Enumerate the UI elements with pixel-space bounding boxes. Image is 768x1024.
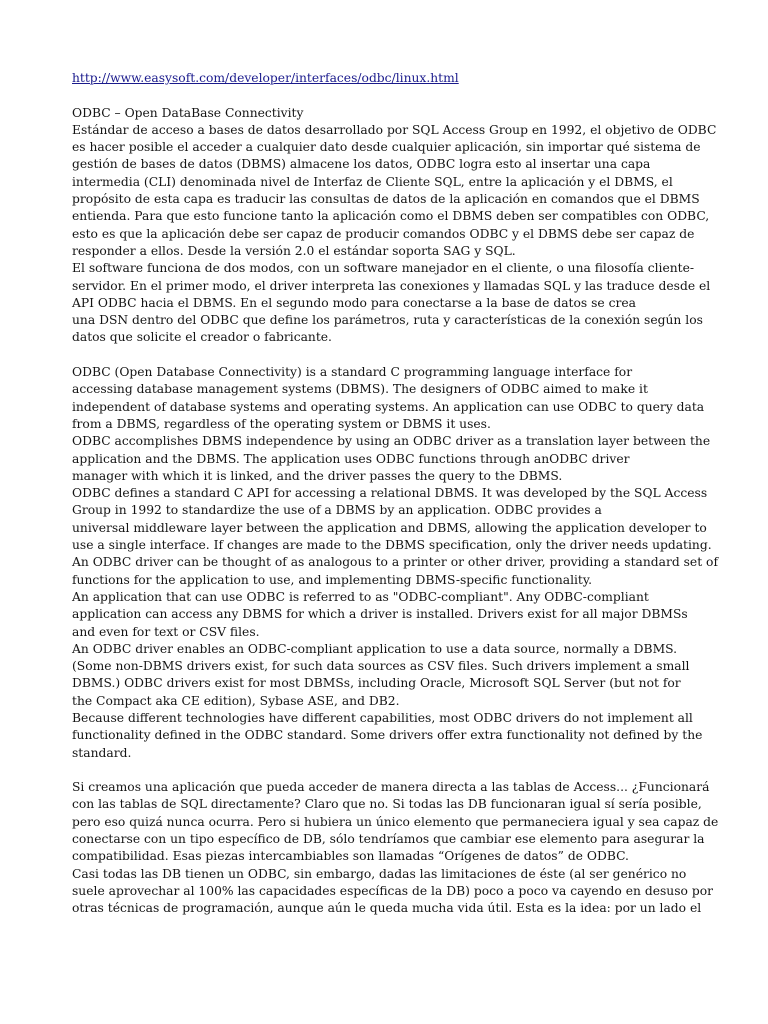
text-line: functionality defined in the ODBC standard. Some drivers offer extra functionality not defined by the [72, 728, 703, 743]
text-line: application can access any DBMS for which a driver is installed. Drivers exist for all major DBMSs [72, 607, 688, 622]
text-line: independent of database systems and operating systems. An application can use ODBC to query data [72, 399, 705, 414]
text-line: esto es que la aplicación debe ser capaz de producir comandos ODBC y el DBMS debe ser capaz de [72, 226, 695, 241]
text-line: otras técnicas de programación, aunque aún le queda mucha vida útil. Esta es la idea: por un lado el [72, 901, 702, 916]
text-line: con las tablas de SQL directamente? Claro que no. Si todas las DB funcionaran igual sí sería posible, [72, 797, 702, 812]
text-line: entienda. Para que esto funcione tanto la aplicación como el DBMS deben ser compatibles con ODBC, [72, 209, 710, 224]
document-content [72, 70, 719, 918]
text-line: gestión de bases de datos (DBMS) almacene los datos, ODBC logra esto al insertar una capa [72, 157, 651, 172]
spanish-intro-block [72, 105, 717, 347]
text-line: from a DBMS, regardless of the operating system or DBMS it uses. [72, 416, 491, 431]
text-line: and even for text or CSV files. [72, 624, 260, 639]
text-line: responder a ellos. Desde la versión 2.0 el estándar soporta SAG y SQL. [72, 243, 516, 258]
text-line: Si creamos una aplicación que pueda acceder de manera directa a las tablas de Access... ¿Funcionará [72, 780, 710, 795]
text-line: conectarse con un tipo específico de DB, sólo tendríamos que cambiar ese elemento para asegurar la [72, 832, 705, 847]
text-line: servidor. En el primer modo, el driver interpreta las conexiones y llamadas SQL y las traduce desde el [72, 278, 711, 293]
text-line: Group in 1992 to standardize the use of a DBMS by an application. ODBC provides a [72, 503, 602, 518]
text-line: manager with which it is linked, and the driver passes the query to the DBMS. [72, 468, 563, 483]
text-line: application and the DBMS. The application uses ODBC functions through anODBC driver [72, 451, 630, 466]
text-line: ODBC – Open DataBase Connectivity [72, 105, 304, 120]
text-line: universal middleware layer between the application and DBMS, allowing the application developer to [72, 520, 707, 535]
text-line: una DSN dentro del ODBC que define los parámetros, ruta y características de la conexión según los [72, 313, 703, 328]
text-line: API ODBC hacia el DBMS. En el segundo modo para conectarse a la base de datos se crea [72, 295, 636, 310]
text-line: suele aprovechar al 100% las capacidades específicas de la DB) poco a poco va cayendo en desuso por [72, 883, 714, 898]
text-line: use a single interface. If changes are made to the DBMS specification, only the driver needs updating. [72, 538, 712, 553]
text-line: intermedia (CLI) denominada nivel de Interfaz de Cliente SQL, entre la aplicación y el DBMS, el [72, 174, 673, 189]
text-line: the Compact aka CE edition), Sybase ASE, and DB2. [72, 693, 400, 708]
spanish-closing-block [72, 779, 719, 917]
text-line: El software funciona de dos modos, con un software manejador en el cliente, o una filosofía cliente- [72, 261, 695, 276]
text-line: accessing database management systems (DBMS). The designers of ODBC aimed to make it [72, 382, 648, 397]
text-line: An application that can use ODBC is referred to as "ODBC-compliant". Any ODBC-compliant [72, 589, 649, 604]
text-line: es hacer posible el acceder a cualquier dato desde cualquier aplicación, sin importar qué sistema de [72, 140, 701, 155]
source-link[interactable]: http://www.easysoft.com/developer/interfaces/odbc/linux.html [72, 71, 459, 85]
text-line: propósito de esta capa es traducir las consultas de datos de la aplicación en comandos que el DBMS [72, 192, 700, 207]
text-line: compatibilidad. Esas piezas intercambiables son llamadas “Orígenes de datos” de ODBC. [72, 849, 629, 864]
text-line: datos que solicite el creador o fabricante. [72, 330, 332, 345]
text-line: Because different technologies have different capabilities, most ODBC drivers do not implement all [72, 710, 693, 725]
text-line: Casi todas las DB tienen un ODBC, sin embargo, dadas las limitaciones de éste (al ser genérico no [72, 866, 687, 881]
text-line: standard. [72, 745, 132, 760]
text-line: Estándar de acceso a bases de datos desarrollado por SQL Access Group en 1992, el objetivo de ODBC [72, 122, 717, 137]
text-line: pero eso quizá nunca ocurra. Pero si hubiera un único elemento que permaneciera igual y sea capaz de [72, 814, 719, 829]
text-line: ODBC (Open Database Connectivity) is a standard C programming language interface for [72, 365, 633, 380]
text-line: An ODBC driver can be thought of as analogous to a printer or other driver, providing a standard set of [72, 555, 719, 570]
text-line: (Some non-DBMS drivers exist, for such data sources as CSV files. Such drivers implement a small [72, 659, 690, 674]
paragraph-gap [72, 347, 702, 364]
english-section-block [72, 364, 719, 762]
text-line: functions for the application to use, and implementing DBMS-specific functionality. [72, 572, 593, 587]
paragraph-gap [72, 762, 702, 779]
paragraph-gap [72, 87, 702, 104]
text-line: ODBC accomplishes DBMS independence by using an ODBC driver as a translation layer between the [72, 434, 711, 449]
text-line: ODBC defines a standard C API for accessing a relational DBMS. It was developed by the SQL Access [72, 486, 708, 501]
text-line: DBMS.) ODBC drivers exist for most DBMSs, including Oracle, Microsoft SQL Server (but not for [72, 676, 681, 691]
text-line: An ODBC driver enables an ODBC-compliant application to use a data source, normally a DBMS. [72, 641, 678, 656]
